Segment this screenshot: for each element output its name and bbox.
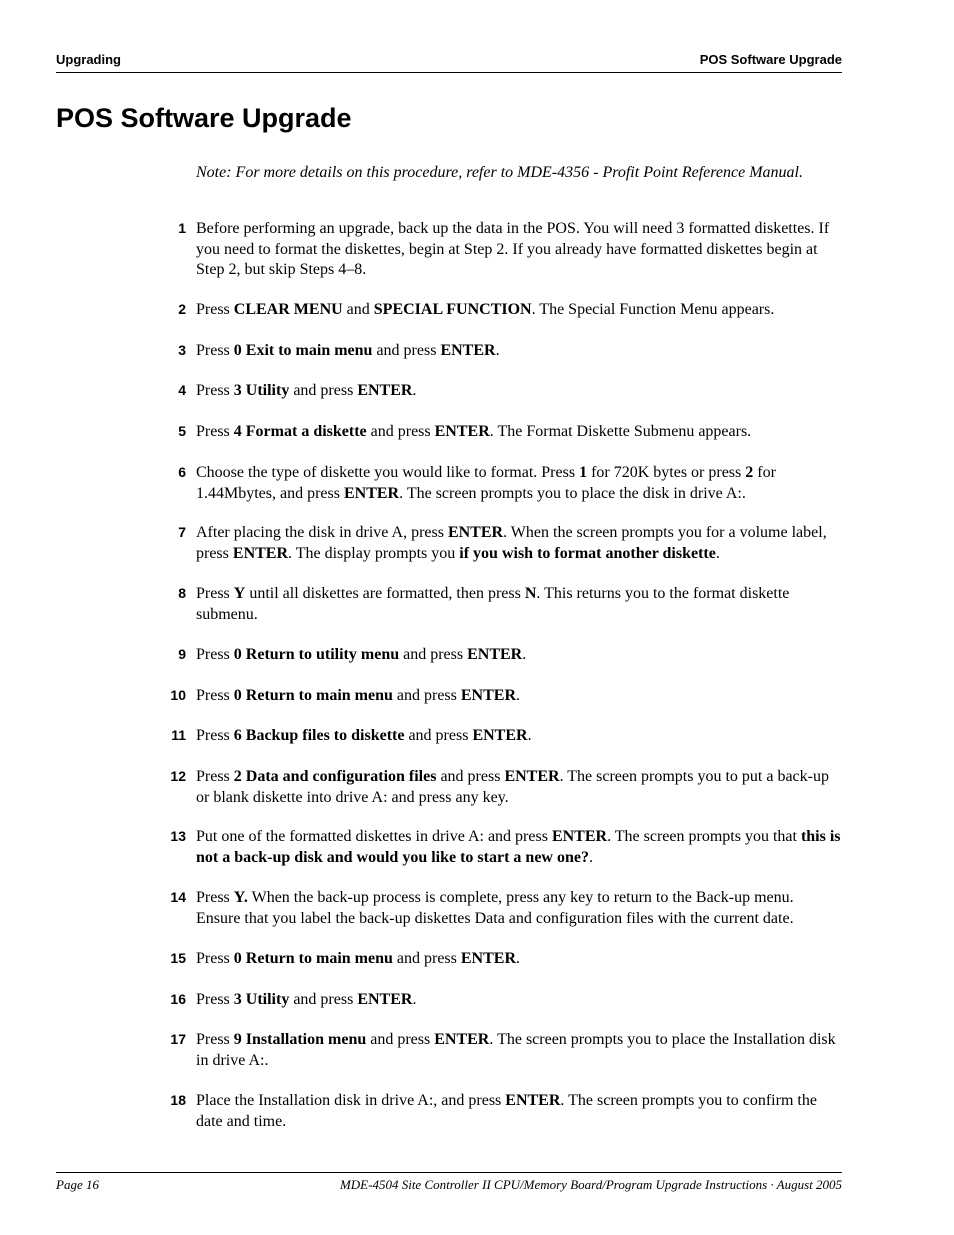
- step-emphasis: 2 Data and configuration files: [233, 768, 437, 785]
- step-text: [196, 726, 842, 747]
- step-text-run: . When the screen prompts you for a volume label, press: [196, 524, 827, 562]
- document-reference: MDE-4504 Site Controller II CPU/Memory Board/Program Upgrade Instructions · August 2005: [339, 1177, 842, 1192]
- step-text: [196, 686, 842, 707]
- step-text-run: Press: [196, 889, 234, 906]
- step-text-run: Press: [196, 301, 234, 318]
- step-text: [196, 341, 842, 362]
- step-emphasis: ENTER: [460, 687, 516, 704]
- step-text-run: and press: [399, 646, 468, 663]
- step-emphasis: ENTER: [434, 1031, 490, 1048]
- step-text-run: . The screen prompts you to confirm the date and time.: [196, 1092, 817, 1130]
- step-text-run: Place the Installation disk in drive A:, and press: [196, 1092, 506, 1109]
- step-text-run: and press: [366, 423, 435, 440]
- step-text: [196, 645, 842, 666]
- step-number: 16: [170, 991, 186, 1007]
- step-text-run: Before performing an upgrade, back up the data in the POS. You will need 3 formatted diskettes. If you need to format the diskettes, begin at Step 2. If you already have formatted diskettes begin at Step 2, but skip Steps 4–8.: [196, 220, 830, 278]
- step-text: [196, 381, 842, 402]
- step-emphasis: ENTER: [357, 382, 413, 399]
- step-text-run: Press: [196, 342, 234, 359]
- step-text: [196, 888, 842, 929]
- step-number: 14: [170, 889, 186, 905]
- step-text-run: and press: [289, 991, 358, 1008]
- step-emphasis: ENTER: [434, 423, 490, 440]
- step-text-run: .: [715, 544, 720, 562]
- step-emphasis: ENTER: [460, 950, 516, 967]
- step-number: 10: [170, 687, 186, 703]
- step-emphasis: SPECIAL FUNCTION: [373, 301, 532, 318]
- step-emphasis: 3 Utility: [233, 382, 290, 399]
- step-text: [196, 523, 842, 564]
- step-text-run: .: [527, 727, 532, 744]
- step-text-run: and press: [289, 382, 358, 399]
- step-text-run: Press: [196, 991, 234, 1008]
- step-text: [196, 990, 842, 1011]
- step-emphasis: N: [524, 585, 537, 602]
- step-text-run: for 720K bytes or press: [587, 464, 746, 481]
- step-text-run: and press: [372, 342, 441, 359]
- step-text-run: .: [495, 342, 500, 359]
- step-number: 7: [178, 524, 186, 540]
- header-topic-label: POS Software Upgrade: [699, 52, 842, 67]
- step-emphasis: 0 Return to main menu: [233, 950, 393, 967]
- step-text: [196, 1091, 842, 1132]
- step-text-run: Choose the type of diskette you would like to format. Press: [196, 464, 580, 481]
- step-text-run: . The screen prompts you to place the disk in drive A:.: [399, 484, 746, 502]
- step-text-run: until all diskettes are formatted, then press: [245, 585, 525, 602]
- step-emphasis: 0 Exit to main menu: [233, 342, 373, 359]
- step-emphasis: this is not a back-up disk and would you like to start a new one?: [196, 828, 841, 866]
- step-text-run: for 1.44Mbytes, and press: [196, 464, 776, 502]
- step-text-run: and press: [392, 687, 461, 704]
- step-emphasis: ENTER: [472, 727, 528, 744]
- step-text-run: Press: [196, 768, 234, 785]
- step-number: 11: [171, 727, 186, 743]
- step-text-run: . The Format Diskette Submenu appears.: [489, 423, 752, 440]
- step-text: [196, 827, 842, 868]
- step-number: 2: [178, 301, 186, 317]
- step-text-run: .: [588, 848, 593, 866]
- step-text-run: When the back-up process is complete, press any key to return to the Back-up menu. Ensure that you label the back-up diskettes Data and configuration files with the current date.: [196, 889, 794, 927]
- step-emphasis: Y.: [233, 889, 248, 906]
- step-text-run: . The screen prompts you that: [607, 828, 801, 845]
- step-number: 15: [170, 950, 186, 966]
- step-text-run: Press: [196, 382, 234, 399]
- step-text-run: . The Special Function Menu appears.: [531, 301, 775, 318]
- step-emphasis: 6 Backup files to diskette: [233, 727, 405, 744]
- step-emphasis: 9 Installation menu: [233, 1031, 367, 1048]
- step-text-run: .: [412, 991, 417, 1008]
- page-number: Page 16: [56, 1177, 99, 1192]
- step-emphasis: 2: [745, 464, 754, 481]
- step-text-run: and: [342, 301, 374, 318]
- step-emphasis: ENTER: [467, 646, 523, 663]
- step-text: [196, 422, 842, 443]
- step-text-run: Press: [196, 1031, 234, 1048]
- step-emphasis: Y: [233, 585, 246, 602]
- step-number: 3: [178, 342, 186, 358]
- step-emphasis: 3 Utility: [233, 991, 290, 1008]
- page-header: [56, 52, 842, 73]
- step-text-run: and press: [404, 727, 473, 744]
- step-emphasis: ENTER: [343, 484, 400, 502]
- step-text: [196, 1030, 842, 1071]
- step-text-run: Press: [196, 950, 234, 967]
- step-emphasis: ENTER: [440, 342, 496, 359]
- step-number: 1: [178, 220, 186, 236]
- step-emphasis: ENTER: [504, 768, 560, 785]
- step-text-run: Press: [196, 423, 234, 440]
- step-text: [196, 219, 842, 281]
- step-text-run: Press: [196, 585, 234, 602]
- step-text-run: . The screen prompts you to place the Installation disk in drive A:.: [196, 1031, 836, 1069]
- step-text-run: .: [516, 950, 520, 967]
- step-text-run: . The screen prompts you to put a back-up or blank diskette into drive A: and press any key.: [196, 768, 829, 806]
- step-text-run: .: [516, 687, 520, 704]
- step-text-run: . The display prompts you: [288, 544, 460, 562]
- step-text: [196, 584, 842, 625]
- note-text: Note: For more details on this procedure, refer to MDE-4356 - Profit Point Reference Manual.: [196, 164, 803, 181]
- step-number: 5: [178, 423, 186, 439]
- step-text: [196, 463, 842, 504]
- step-text: [196, 949, 842, 970]
- step-text-run: Press: [196, 646, 234, 663]
- header-section-label: Upgrading: [56, 52, 121, 67]
- step-emphasis: 0 Return to utility menu: [233, 646, 400, 663]
- step-emphasis: CLEAR MENU: [233, 301, 343, 318]
- step-text: [196, 767, 842, 808]
- step-text-run: Put one of the formatted diskettes in drive A: and press: [196, 828, 552, 845]
- step-number: 9: [178, 646, 186, 662]
- step-emphasis: ENTER: [232, 544, 289, 562]
- step-number: 4: [178, 382, 186, 398]
- page-title: POS Software Upgrade: [56, 103, 352, 133]
- step-number: 12: [170, 768, 186, 784]
- step-text-run: and press: [392, 950, 461, 967]
- step-text: [196, 300, 842, 321]
- step-text-run: . This returns you to the format diskette submenu.: [196, 585, 790, 623]
- step-text-run: .: [412, 382, 417, 399]
- step-text-run: After placing the disk in drive A, press: [196, 524, 448, 541]
- step-number: 8: [178, 585, 186, 601]
- step-number: 18: [170, 1092, 186, 1108]
- page-footer: [56, 1172, 842, 1192]
- step-emphasis: 1: [579, 464, 588, 481]
- step-text-run: Press: [196, 727, 234, 744]
- step-text-run: and press: [366, 1031, 435, 1048]
- step-emphasis: ENTER: [357, 991, 413, 1008]
- step-emphasis: ENTER: [505, 1092, 561, 1109]
- step-text-run: and press: [436, 768, 505, 785]
- step-text-run: Press: [196, 687, 234, 704]
- step-emphasis: 4 Format a diskette: [233, 423, 367, 440]
- step-number: 13: [170, 828, 186, 844]
- step-number: 6: [178, 464, 186, 480]
- step-emphasis: ENTER: [447, 524, 504, 541]
- step-text-run: .: [522, 646, 527, 663]
- step-number: 17: [170, 1031, 186, 1047]
- step-emphasis: ENTER: [551, 828, 608, 845]
- step-emphasis: if you wish to format another diskette: [459, 544, 716, 562]
- step-emphasis: 0 Return to main menu: [233, 687, 393, 704]
